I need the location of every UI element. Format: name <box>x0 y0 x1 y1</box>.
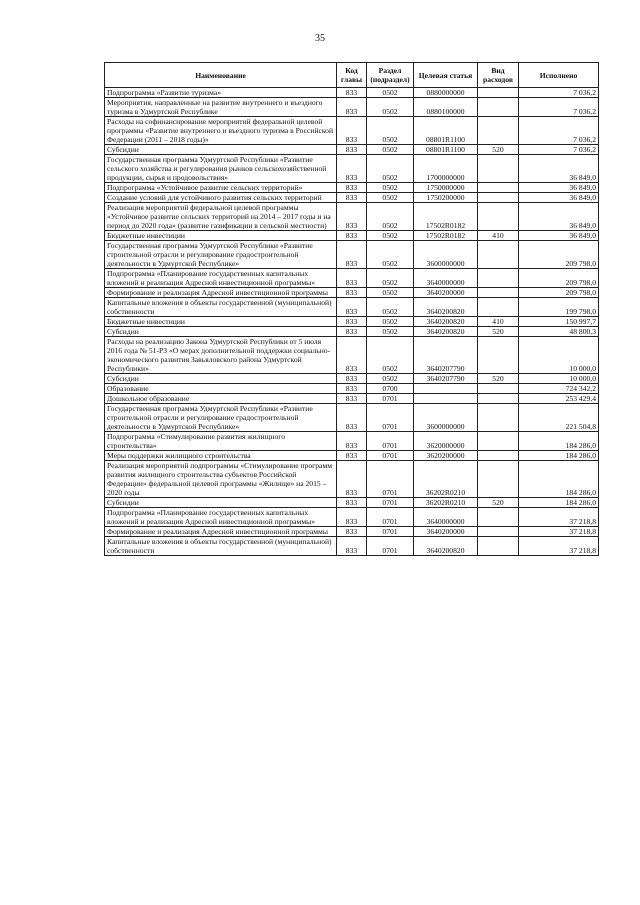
cell-expense-type <box>478 241 519 269</box>
table-row <box>105 241 599 269</box>
table-row <box>105 404 599 432</box>
cell-section: 0502 <box>367 241 414 269</box>
cell-section: 0701 <box>367 394 414 404</box>
table-row <box>105 288 599 298</box>
cell-amount: 221 504,8 <box>519 404 599 432</box>
cell-expense-type <box>478 155 519 183</box>
table-row <box>105 155 599 183</box>
cell-expense-type <box>478 269 519 288</box>
cell-name: Реализация мероприятий подпрограммы «Стимулирование программ развития жилищного строительства субъектов Российской Федерации» федеральной целевой программы «Жилище» на 2015 – 2020 годы <box>105 461 337 498</box>
cell-amount: 724 342,2 <box>519 384 599 394</box>
table-row <box>105 269 599 288</box>
table-row <box>105 451 599 461</box>
cell-target: 3640200820 <box>414 298 478 317</box>
cell-amount: 36 849,0 <box>519 193 599 203</box>
cell-section: 0701 <box>367 498 414 508</box>
cell-amount: 36 849,0 <box>519 183 599 193</box>
cell-amount: 10 000,0 <box>519 374 599 384</box>
cell-code: 833 <box>337 155 367 183</box>
table-row <box>105 527 599 537</box>
cell-section: 0502 <box>367 327 414 337</box>
table-row <box>105 374 599 384</box>
cell-code: 833 <box>337 508 367 527</box>
cell-name: Дошкольное образование <box>105 394 337 404</box>
cell-name: Реализация мероприятий федеральной целевой программы «Устойчивое развитие сельских территорий на 2014 – 2017 годы и на период до 2020 года» (развитие газификации в сельской местности) <box>105 203 337 231</box>
cell-amount: 7 036,2 <box>519 98 599 117</box>
cell-target: 3620000000 <box>414 432 478 451</box>
cell-section: 0502 <box>367 88 414 98</box>
cell-target: 3640207790 <box>414 374 478 384</box>
cell-expense-type <box>478 384 519 394</box>
cell-code: 833 <box>337 288 367 298</box>
cell-expense-type: 520 <box>478 498 519 508</box>
cell-expense-type: 520 <box>478 374 519 384</box>
table-row <box>105 327 599 337</box>
cell-expense-type <box>478 508 519 527</box>
cell-target: 3640200000 <box>414 288 478 298</box>
cell-target: 36202R0210 <box>414 461 478 498</box>
cell-target: 1700000000 <box>414 155 478 183</box>
table-row <box>105 394 599 404</box>
cell-target <box>414 394 478 404</box>
cell-amount: 199 798,0 <box>519 298 599 317</box>
cell-expense-type <box>478 203 519 231</box>
cell-section: 0701 <box>367 508 414 527</box>
cell-code: 833 <box>337 432 367 451</box>
cell-target: 0880100000 <box>414 98 478 117</box>
cell-amount: 10 000,0 <box>519 337 599 374</box>
cell-section: 0502 <box>367 98 414 117</box>
cell-amount: 184 286,0 <box>519 432 599 451</box>
table-row <box>105 203 599 231</box>
table-row <box>105 117 599 145</box>
cell-amount: 48 800,3 <box>519 327 599 337</box>
table-row <box>105 461 599 498</box>
cell-code: 833 <box>337 203 367 231</box>
cell-name: Формирование и реализация Адресной инвестиционной программы <box>105 288 337 298</box>
cell-code: 833 <box>337 317 367 327</box>
cell-amount: 253 429,4 <box>519 394 599 404</box>
cell-section: 0502 <box>367 298 414 317</box>
cell-amount: 184 286,0 <box>519 451 599 461</box>
cell-section: 0701 <box>367 527 414 537</box>
cell-name: Субсидии <box>105 327 337 337</box>
cell-target: 3640000000 <box>414 508 478 527</box>
cell-amount: 7 036,2 <box>519 145 599 155</box>
cell-expense-type <box>478 527 519 537</box>
cell-target: 08801R1100 <box>414 145 478 155</box>
table-row <box>105 183 599 193</box>
cell-section: 0502 <box>367 317 414 327</box>
cell-name: Подпрограмма «Устойчивое развитие сельских территорий» <box>105 183 337 193</box>
cell-code: 833 <box>337 117 367 145</box>
cell-code: 833 <box>337 231 367 241</box>
cell-amount: 209 798,0 <box>519 288 599 298</box>
page-number: 35 <box>315 33 325 44</box>
cell-amount: 36 849,0 <box>519 231 599 241</box>
table-row <box>105 193 599 203</box>
cell-code: 833 <box>337 88 367 98</box>
cell-expense-type <box>478 298 519 317</box>
cell-code: 833 <box>337 498 367 508</box>
cell-target: 3640200820 <box>414 327 478 337</box>
cell-section: 0502 <box>367 193 414 203</box>
header-target: Целевая статья <box>414 63 478 88</box>
cell-name: Создание условий для устойчивого развития сельских территорий <box>105 193 337 203</box>
cell-name: Подпрограмма «Стимулирование развития жилищного строительства» <box>105 432 337 451</box>
cell-target: 17502R0182 <box>414 203 478 231</box>
table-row <box>105 317 599 327</box>
cell-expense-type <box>478 404 519 432</box>
cell-section: 0502 <box>367 374 414 384</box>
cell-code: 833 <box>337 461 367 498</box>
cell-target: 3640000000 <box>414 269 478 288</box>
cell-amount: 184 286,0 <box>519 498 599 508</box>
cell-expense-type: 410 <box>478 231 519 241</box>
cell-code: 833 <box>337 298 367 317</box>
cell-code: 833 <box>337 193 367 203</box>
cell-amount: 184 286,0 <box>519 461 599 498</box>
cell-expense-type <box>478 432 519 451</box>
cell-target: 3620200000 <box>414 451 478 461</box>
cell-target <box>414 384 478 394</box>
cell-expense-type <box>478 183 519 193</box>
cell-section: 0502 <box>367 155 414 183</box>
cell-target: 3640200820 <box>414 537 478 556</box>
table-row <box>105 508 599 527</box>
table-row <box>105 298 599 317</box>
header-section: Раздел (подраздел) <box>367 63 414 88</box>
table-row <box>105 384 599 394</box>
cell-target: 3640207790 <box>414 337 478 374</box>
cell-section: 0701 <box>367 537 414 556</box>
cell-name: Меры поддержки жилищного строительства <box>105 451 337 461</box>
cell-name: Капитальные вложения в объекты государственной (муниципальной) собственности <box>105 537 337 556</box>
cell-amount: 7 036,2 <box>519 117 599 145</box>
header-expense-type: Вид расходов <box>478 63 519 88</box>
cell-expense-type <box>478 193 519 203</box>
cell-name: Подпрограмма «Планирование государственных капитальных вложений и реализация Адресной инвестиционной программы» <box>105 508 337 527</box>
cell-target: 0880000000 <box>414 88 478 98</box>
cell-code: 833 <box>337 183 367 193</box>
cell-expense-type <box>478 88 519 98</box>
cell-code: 833 <box>337 394 367 404</box>
cell-code: 833 <box>337 374 367 384</box>
cell-section: 0502 <box>367 288 414 298</box>
header-amount: Исполнено <box>519 63 599 88</box>
header-code: Код главы <box>337 63 367 88</box>
budget-table <box>104 62 599 556</box>
cell-expense-type: 520 <box>478 327 519 337</box>
cell-amount: 37 218,8 <box>519 508 599 527</box>
table-row <box>105 145 599 155</box>
cell-name: Государственная программа Удмуртской Республики «Развитие строительной отрасли и регулирование градостроительной деятельности в Удмуртской Республике» <box>105 241 337 269</box>
cell-section: 0701 <box>367 451 414 461</box>
cell-expense-type <box>478 537 519 556</box>
cell-name: Субсидии <box>105 498 337 508</box>
cell-expense-type <box>478 461 519 498</box>
cell-expense-type <box>478 337 519 374</box>
table-row <box>105 498 599 508</box>
cell-name: Государственная программа Удмуртской Республики «Развитие сельского хозяйства и регулирования рынков сельскохозяйственной продукции, сырья и продовольствия» <box>105 155 337 183</box>
cell-expense-type <box>478 98 519 117</box>
cell-section: 0502 <box>367 117 414 145</box>
cell-name: Бюджетные инвестиции <box>105 231 337 241</box>
cell-name: Бюджетные инвестиции <box>105 317 337 327</box>
table-row <box>105 537 599 556</box>
cell-name: Капитальные вложения в объекты государственной (муниципальной) собственности <box>105 298 337 317</box>
cell-code: 833 <box>337 337 367 374</box>
cell-name: Субсидии <box>105 145 337 155</box>
cell-name: Мероприятия, направленные на развитие внутреннего и въездного туризма в Удмуртской Республике <box>105 98 337 117</box>
header-row <box>105 63 599 88</box>
table-row <box>105 231 599 241</box>
cell-target: 3600000000 <box>414 404 478 432</box>
cell-code: 833 <box>337 527 367 537</box>
cell-amount: 150 997,7 <box>519 317 599 327</box>
cell-target: 3600000000 <box>414 241 478 269</box>
cell-name: Расходы на реализацию Закона Удмуртской Республики от 5 июля 2016 года № 51-РЗ «О мерах дополнительной поддержки социально-экономического развития Завьяловского района Удмуртской Республики» <box>105 337 337 374</box>
cell-code: 833 <box>337 145 367 155</box>
cell-amount: 7 036,2 <box>519 88 599 98</box>
cell-code: 833 <box>337 451 367 461</box>
cell-amount: 37 218,8 <box>519 527 599 537</box>
cell-target: 3640200000 <box>414 527 478 537</box>
cell-expense-type <box>478 288 519 298</box>
table-row <box>105 337 599 374</box>
cell-expense-type: 520 <box>478 145 519 155</box>
cell-section: 0701 <box>367 404 414 432</box>
cell-target: 1750200000 <box>414 193 478 203</box>
cell-section: 0502 <box>367 231 414 241</box>
cell-amount: 36 849,0 <box>519 203 599 231</box>
cell-amount: 37 218,8 <box>519 537 599 556</box>
cell-section: 0502 <box>367 337 414 374</box>
cell-target: 1750000000 <box>414 183 478 193</box>
cell-code: 833 <box>337 404 367 432</box>
cell-code: 833 <box>337 241 367 269</box>
cell-target: 36202R0210 <box>414 498 478 508</box>
cell-expense-type <box>478 451 519 461</box>
cell-code: 833 <box>337 98 367 117</box>
cell-name: Формирование и реализация Адресной инвестиционной программы <box>105 527 337 537</box>
cell-target: 3640200820 <box>414 317 478 327</box>
cell-section: 0502 <box>367 269 414 288</box>
cell-code: 833 <box>337 384 367 394</box>
cell-code: 833 <box>337 269 367 288</box>
table-row <box>105 88 599 98</box>
cell-section: 0502 <box>367 203 414 231</box>
cell-section: 0700 <box>367 384 414 394</box>
cell-name: Подпрограмма «Планирование государственных капитальных вложений и реализация Адресной инвестиционной программы» <box>105 269 337 288</box>
cell-target: 08801R1100 <box>414 117 478 145</box>
cell-amount: 36 849,0 <box>519 155 599 183</box>
cell-code: 833 <box>337 327 367 337</box>
cell-section: 0502 <box>367 183 414 193</box>
cell-expense-type <box>478 394 519 404</box>
cell-code: 833 <box>337 537 367 556</box>
cell-name: Подпрограмма «Развитие туризма» <box>105 88 337 98</box>
table-body <box>105 88 599 556</box>
cell-expense-type: 410 <box>478 317 519 327</box>
cell-amount: 209 798,0 <box>519 269 599 288</box>
table-row <box>105 98 599 117</box>
header-name: Наименование <box>105 63 337 88</box>
cell-name: Образование <box>105 384 337 394</box>
table-row <box>105 432 599 451</box>
cell-name: Расходы на софинансирование мероприятий федеральной целевой программы «Развитие внутреннего и въездного туризма в Российской Федерации (2011 – 2018 годы)» <box>105 117 337 145</box>
cell-section: 0701 <box>367 461 414 498</box>
cell-section: 0701 <box>367 432 414 451</box>
cell-amount: 209 798,0 <box>519 241 599 269</box>
cell-section: 0502 <box>367 145 414 155</box>
cell-name: Государственная программа Удмуртской Республики «Развитие строительной отрасли и регулирование градостроительной деятельности в Удмуртской Республике» <box>105 404 337 432</box>
cell-name: Субсидии <box>105 374 337 384</box>
cell-target: 17502R0182 <box>414 231 478 241</box>
cell-expense-type <box>478 117 519 145</box>
